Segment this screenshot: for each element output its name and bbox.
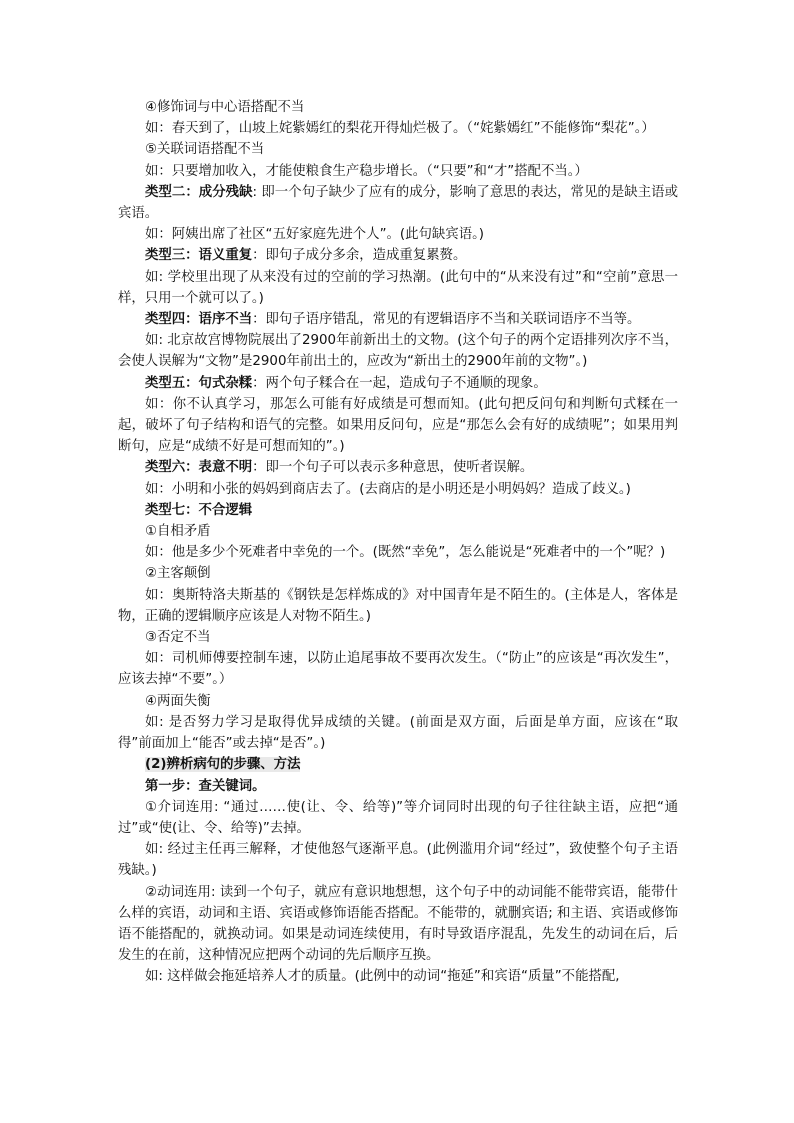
- paragraph-24: [118, 754, 678, 775]
- paragraph-29: [118, 966, 678, 987]
- paragraph-23: [118, 712, 678, 754]
- paragraph-text: ②动词连用: 读到一个句子，就应有意识地想想，这个句子中的动词能不能带宾语，能带什么样的宾语，动词和主语、宾语或修饰语能否搭配。不能带的，就删宾语; 和主语、宾语或修饰语不能搭配的，就换动词。如果是动词连续使用，有时导致语序混乱，先发生的动词在后，后发生的在前，这种情况应把两个动词的先后顺序互换。: [118, 884, 678, 964]
- paragraph-18: [118, 563, 678, 584]
- paragraph-7: [118, 245, 678, 266]
- paragraph-text: 如：司机师傅要控制车速，以防止追尾事故不要再次发生。（“防止”的应该是“再次发生”，应该去掉“不要”。）: [118, 651, 678, 688]
- paragraph-text: 如: 经过主任再三解释，才使他怒气逐渐平息。(此例滥用介词“经过”，致使整个句子主语残缺。): [118, 842, 678, 879]
- paragraph-16: [118, 521, 678, 542]
- paragraph-text: 如：你不认真学习，那怎么可能有好成绩是可想而知。(此句把反问句和判断句式糅在一起，破坏了句子结构和语气的完整。如果用反问句，应是“那怎么会有好的成绩呢”；如果用判断句，应是“成绩不好是可想而知的”。): [118, 396, 678, 455]
- paragraph-21: [118, 648, 678, 690]
- paragraph-text: 如：只要增加收入，才能使粮食生产稳步增长。（“只要”和“才”搭配不当。）: [145, 163, 588, 179]
- paragraph-25: [118, 776, 678, 797]
- paragraph-text: ①介词连用: “通过……使(让、令、给等)”等介词同时出现的句子往往缺主语，应把“通过”或“使(让、令、给等)”去掉。: [118, 799, 678, 836]
- paragraph-14: [118, 479, 678, 500]
- paragraph-13: [118, 457, 678, 478]
- paragraph-2: [118, 118, 678, 139]
- paragraph-19: [118, 585, 678, 627]
- type-heading: 类型六：表意不明: [145, 460, 253, 476]
- paragraph-text: ：即句子成分多余，造成重复累赘。: [252, 248, 467, 264]
- paragraph-text: 如: 学校里出现了从来没有过的空前的学习热潮。(此句中的“从来没有过”和“空前”意思一样，只用一个就可以了。): [118, 269, 678, 306]
- paragraph-text: ：即句子语序错乱，常见的有逻辑语序不当和关联词语序不当等。: [252, 312, 641, 328]
- paragraph-4: [118, 161, 678, 182]
- document-body: [118, 97, 678, 988]
- type-heading: 类型七：不合逻辑: [145, 502, 253, 518]
- paragraph-9: [118, 309, 678, 330]
- paragraph-text: ：即一个句子可以表示多种意思，使听者误解。: [252, 460, 534, 476]
- type-heading: 类型二：成分残缺: [145, 184, 253, 200]
- type-heading: 类型三：语义重复: [145, 248, 253, 264]
- paragraph-text: 如：他是多少个死难者中幸免的一个。(既然“幸免”，怎么能说是“死难者中的一个”呢？): [145, 545, 666, 561]
- paragraph-3: [118, 139, 678, 160]
- paragraph-text: ②主客颠倒: [145, 566, 211, 582]
- paragraph-text: 如：奥斯特洛夫斯基的《钢铁是怎样炼成的》对中国青年是不陌生的。(主体是人，客体是物，正确的逻辑顺序应该是人对物不陌生。): [118, 587, 678, 624]
- paragraph-15: [118, 500, 678, 521]
- paragraph-text: ③否定不当: [145, 630, 211, 646]
- paragraph-22: [118, 691, 678, 712]
- paragraph-text: 如: 北京故宫博物院展出了2900年前新出土的文物。(这个句子的两个定语排列次序不当，会使人误解为“文物”是2900年前出土的，应改为“新出土的2900年前的文物”。): [118, 333, 678, 370]
- paragraph-text: ：两个句子糅合在一起，造成句子不通顺的现象。: [252, 375, 547, 391]
- paragraph-12: [118, 394, 678, 458]
- section-heading: (2)辨析病句的步骤、方法: [145, 757, 301, 773]
- paragraph-1: [118, 97, 678, 118]
- paragraph-28: [118, 882, 678, 967]
- step-heading: 第一步：查关键词。: [145, 778, 266, 794]
- paragraph-17: [118, 542, 678, 563]
- paragraph-26: [118, 797, 678, 839]
- type-heading: 类型四：语序不当: [145, 312, 253, 328]
- paragraph-text: ①自相矛盾: [145, 524, 211, 540]
- paragraph-text: 如：春天到了，山坡上姹紫嫣红的梨花开得灿烂极了。（“姹紫嫣红”不能修饰“梨花”。）: [145, 121, 655, 137]
- paragraph-27: [118, 839, 678, 881]
- paragraph-11: [118, 373, 678, 394]
- paragraph-10: [118, 330, 678, 372]
- paragraph-text: ④修饰词与中心语搭配不当: [145, 100, 305, 115]
- paragraph-20: [118, 627, 678, 648]
- type-heading: 类型五：句式杂糅: [145, 375, 253, 391]
- paragraph-6: [118, 224, 678, 245]
- paragraph-text: ④两面失衡: [145, 693, 211, 709]
- paragraph-text: 如: 这样做会拖延培养人才的质量。(此例中的动词“拖延”和宾语“质量”不能搭配,: [145, 969, 620, 985]
- paragraph-text: 如：小明和小张的妈妈到商店去了。(去商店的是小明还是小明妈妈？造成了歧义。): [145, 481, 631, 497]
- paragraph-text: ⑤关联词语搭配不当: [145, 142, 265, 158]
- paragraph-8: [118, 267, 678, 309]
- paragraph-text: 如: 是否努力学习是取得优异成绩的关键。(前面是双方面，后面是单方面，应该在“取得”前面加上“能否”或去掉“是否”。): [118, 714, 678, 752]
- paragraph-text: : 即一个句子缺少了应有的成分，影响了意思的表达，常见的是缺主语或宾语。: [118, 184, 679, 222]
- paragraph-5: [118, 182, 678, 224]
- paragraph-text: 如：阿姨出席了社区“五好家庭先进个人”。(此句缺宾语。): [145, 227, 484, 243]
